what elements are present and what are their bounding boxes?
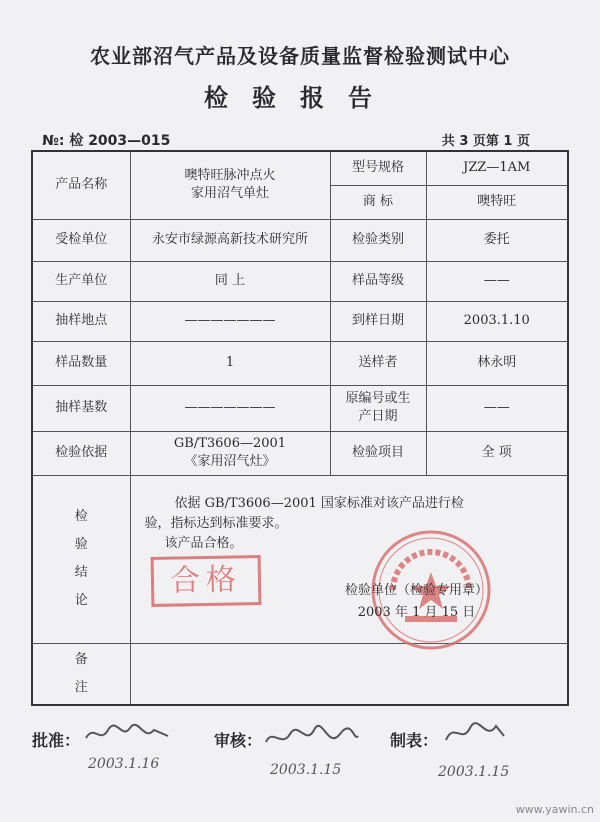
review-date: 2003.1.15 [270,762,342,778]
sampling-place-value: ——————— [130,301,330,341]
sample-grade-value: —— [426,261,568,301]
arrival-date-value: 2003.1.10 [426,301,568,341]
model-label: 型号规格 [330,151,426,185]
producer-label: 生产单位 [32,261,130,301]
approve-signature-icon [82,718,172,748]
review-label: 审核： [214,731,263,750]
approve-label: 批准： [32,731,81,750]
original-number-label: 原编号或生 产日期 [330,385,426,431]
sample-qty-value: 1 [130,341,330,385]
prepare-signature-icon [440,716,510,750]
sampling-base-label: 抽样基数 [32,385,130,431]
review-signature-icon [262,720,362,754]
conclusion-date: 2003 年 1 月 15 日 [357,604,476,620]
report-number: №: 检 2003—015 [42,133,171,149]
sender-value: 林永明 [426,341,568,385]
prepare-label: 制表： [390,731,439,750]
remarks-label: 备 注 [32,643,130,705]
page-info: 共 3 页第 1 页 [441,134,530,149]
prepare-date: 2003.1.15 [438,764,510,780]
inspection-org: 检验单位（检验专用章） [344,582,488,598]
conclusion-content [130,475,568,643]
report-title: 检验报告 [204,84,396,112]
inspected-unit-value: 永安市绿源高新技术研究所 [130,219,330,261]
product-name-label: 产品名称 [32,151,130,219]
sample-qty-label: 样品数量 [32,341,130,385]
conclusion-label: 检 验 结 论 [32,475,130,643]
arrival-date-label: 到样日期 [330,301,426,341]
conclusion-text: 依据 GB/T3606—2001 国家标准对该产品进行检 验，指标达到标准要求。 该产品合格。 [144,495,464,551]
sampling-base-value: ——————— [130,385,330,431]
report-table [31,150,569,706]
qualified-stamp: 合格 [150,555,261,607]
sender-label: 送样者 [330,341,426,385]
trademark-label: 商 标 [330,185,426,219]
producer-value: 同 上 [130,261,330,301]
basis-label: 检验依据 [32,431,130,475]
sample-grade-label: 样品等级 [330,261,426,301]
approve-date: 2003.1.16 [88,756,160,772]
original-number-value: —— [426,385,568,431]
model-value: JZZ—1AM [426,151,568,185]
organization-title: 农业部沼气产品及设备质量监督检验测试中心 [90,44,510,68]
items-value: 全 项 [426,431,568,475]
inspected-unit-label: 受检单位 [32,219,130,261]
basis-value: GB/T3606—2001 《家用沼气灶》 [130,431,330,475]
items-label: 检验项目 [330,431,426,475]
inspection-type-value: 委托 [426,219,568,261]
remarks-content [130,643,568,705]
sampling-place-label: 抽样地点 [32,301,130,341]
trademark-value: 噢特旺 [426,185,568,219]
site-watermark: www.yawin.cn [515,803,594,816]
inspection-type-label: 检验类别 [330,219,426,261]
product-name-value: 噢特旺脉冲点火 家用沼气单灶 [130,151,330,219]
